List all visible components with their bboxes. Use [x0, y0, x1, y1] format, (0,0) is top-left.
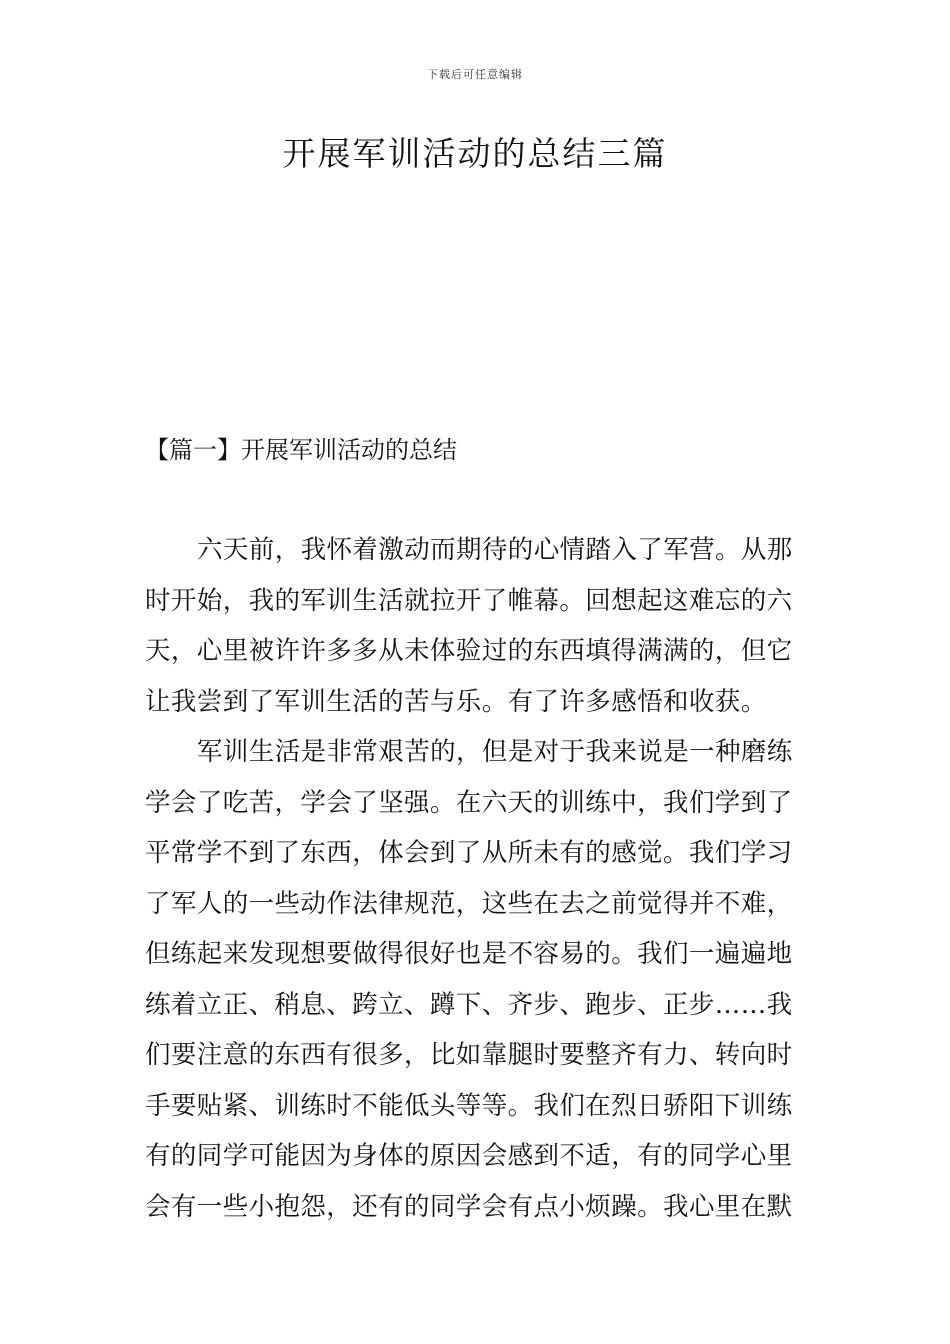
section-heading: 【篇一】开展军训活动的总结 — [145, 436, 457, 464]
paragraph-line: 练着立正、稍息、跨立、蹲下、齐步、跑步、正步……我 — [145, 989, 793, 1020]
paragraph-line: 手要贴紧、训练时不能低头等等。我们在烈日骄阳下训练 — [145, 1090, 793, 1121]
header-note: 下载后可任意编辑 — [427, 68, 523, 81]
body-text — [145, 525, 809, 1232]
paragraph-line: 们要注意的东西有很多，比如靠腿时要整齐有力、转向时 — [145, 1040, 793, 1070]
paragraph-line: 平常学不到了东西，体会到了从所未有的感觉。我们学习 — [145, 838, 793, 868]
paragraph-line: 但练起来发现想要做得很好也是不容易的。我们一遍遍地 — [145, 939, 793, 969]
paragraph-line: 会有一些小抱怨，还有的同学会有点小烦躁。我心里在默 — [145, 1191, 793, 1222]
page-title: 开展军训活动的总结三篇 — [282, 134, 668, 173]
paragraph-line: 了军人的一些动作法律规范，这些在去之前觉得并不难， — [145, 888, 793, 919]
paragraph-line: 军训生活是非常艰苦的，但是对于我来说是一种磨练 — [197, 737, 793, 767]
paragraph-line: 让我尝到了军训生活的苦与乐。有了许多感悟和收获。 — [145, 686, 767, 717]
paragraph-line: 六天前，我怀着激动而期待的心情踏入了军营。从那 — [197, 535, 793, 565]
paragraph-line: 学会了吃苦，学会了坚强。在六天的训练中，我们学到了 — [145, 787, 793, 818]
paragraph-line: 时开始，我的军训生活就拉开了帷幕。回想起这难忘的六 — [145, 585, 793, 616]
paragraph-line: 天，心里被许许多多从未体验过的东西填得满满的，但它 — [145, 636, 793, 666]
paragraph-line: 有的同学可能因为身体的原因会感到不适，有的同学心里 — [145, 1141, 793, 1171]
